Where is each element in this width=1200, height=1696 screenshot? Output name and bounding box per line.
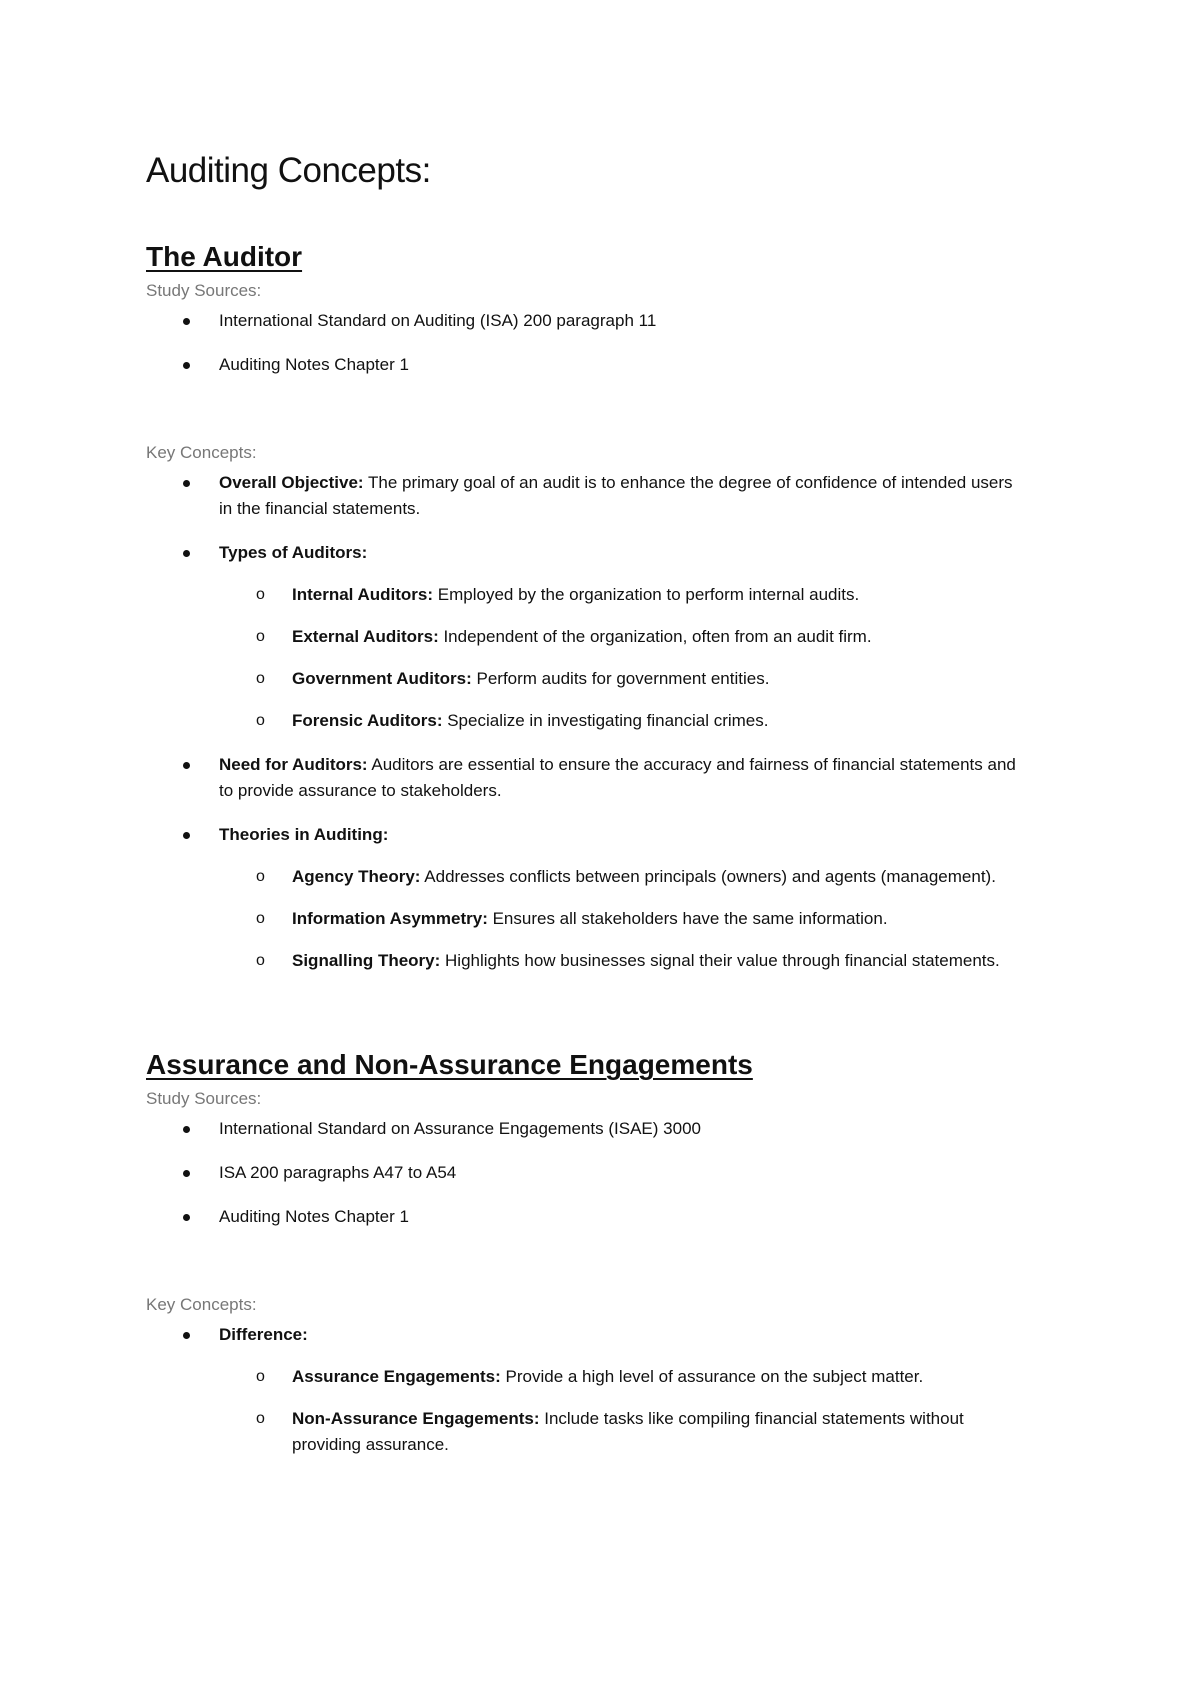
- circle-bullet-icon: o: [256, 910, 265, 927]
- key-concepts-list: [146, 1322, 1020, 1458]
- sub-list-item: o Signalling Theory: Highlights how businesses signal their value through financial statements.: [292, 948, 1020, 974]
- bullet-icon: [183, 550, 190, 557]
- bullet-icon: [183, 832, 190, 839]
- sub-list-item: o Assurance Engagements: Provide a high level of assurance on the subject matter.: [292, 1364, 1020, 1390]
- study-sources-label: Study Sources:: [146, 281, 262, 300]
- sub-list-item: o Internal Auditors: Employed by the organization to perform internal audits.: [292, 582, 1020, 608]
- study-sources-list: [146, 1116, 1020, 1230]
- list-item: Theories in Auditing: o Agency Theory: Addresses conflicts between principals (owners) and agents (management). o Information Asymmetry: Ensures all stakeholders have the same information. o Signalling Theory: Highlights how businesses signal their value through financial statements.: [219, 822, 1020, 974]
- list-item: Auditing Notes Chapter 1: [219, 1204, 1020, 1230]
- circle-bullet-icon: o: [256, 628, 265, 645]
- list-item: Auditing Notes Chapter 1: [219, 352, 1020, 378]
- circle-bullet-icon: o: [256, 712, 265, 729]
- study-sources-list: [146, 308, 1020, 378]
- circle-bullet-icon: o: [256, 586, 265, 603]
- list-item: Overall Objective: The primary goal of an audit is to enhance the degree of confidence of intended users in the financial statements.: [219, 470, 1020, 522]
- circle-bullet-icon: o: [256, 1410, 265, 1427]
- circle-bullet-icon: o: [256, 670, 265, 687]
- circle-bullet-icon: o: [256, 1368, 265, 1385]
- sub-list-item: o External Auditors: Independent of the organization, often from an audit firm.: [292, 624, 1020, 650]
- bullet-icon: [183, 318, 190, 325]
- key-concepts-list: [146, 470, 1020, 974]
- sub-list: [219, 582, 1020, 734]
- list-item: Types of Auditors: o Internal Auditors: Employed by the organization to perform internal audits. o External Auditors: Independent of the organization, often from an audit firm. o Government Auditors: Perform audits for government entities. o Forensic Auditors: Specialize in investigating financial crimes.: [219, 540, 1020, 734]
- document-title: Auditing Concepts:: [146, 151, 431, 190]
- sub-list-item: o Information Asymmetry: Ensures all stakeholders have the same information.: [292, 906, 1020, 932]
- bullet-icon: [183, 480, 190, 487]
- list-item: Difference: o Assurance Engagements: Provide a high level of assurance on the subject matter. o Non-Assurance Engagements: Include tasks like compiling financial statements without providing assurance.: [219, 1322, 1020, 1458]
- bullet-icon: [183, 362, 190, 369]
- bullet-icon: [183, 762, 190, 769]
- sub-list: [219, 864, 1020, 974]
- section-heading-assurance-engagements: Assurance and Non-Assurance Engagements: [146, 1049, 753, 1080]
- list-item: ISA 200 paragraphs A47 to A54: [219, 1160, 1020, 1186]
- list-item: International Standard on Auditing (ISA) 200 paragraph 11: [219, 308, 1020, 334]
- key-concepts-label: Key Concepts:: [146, 1295, 257, 1314]
- study-sources-label: Study Sources:: [146, 1089, 262, 1108]
- section-heading-the-auditor: The Auditor: [146, 241, 303, 272]
- bullet-icon: [183, 1332, 190, 1339]
- bullet-icon: [183, 1170, 190, 1177]
- sub-list-item: o Agency Theory: Addresses conflicts between principals (owners) and agents (management).: [292, 864, 1020, 890]
- circle-bullet-icon: o: [256, 868, 265, 885]
- circle-bullet-icon: o: [256, 952, 265, 969]
- list-item: International Standard on Assurance Engagements (ISAE) 3000: [219, 1116, 1020, 1142]
- key-concepts-label: Key Concepts:: [146, 443, 257, 462]
- bullet-icon: [183, 1214, 190, 1221]
- sub-list-item: o Forensic Auditors: Specialize in investigating financial crimes.: [292, 708, 1020, 734]
- sub-list-item: o Non-Assurance Engagements: Include tasks like compiling financial statements without providing assurance.: [292, 1406, 1020, 1458]
- sub-list-item: o Government Auditors: Perform audits for government entities.: [292, 666, 1020, 692]
- sub-list: [219, 1364, 1020, 1458]
- bullet-icon: [183, 1126, 190, 1133]
- list-item: Need for Auditors: Auditors are essential to ensure the accuracy and fairness of financial statements and to provide assurance to stakeholders.: [219, 752, 1020, 804]
